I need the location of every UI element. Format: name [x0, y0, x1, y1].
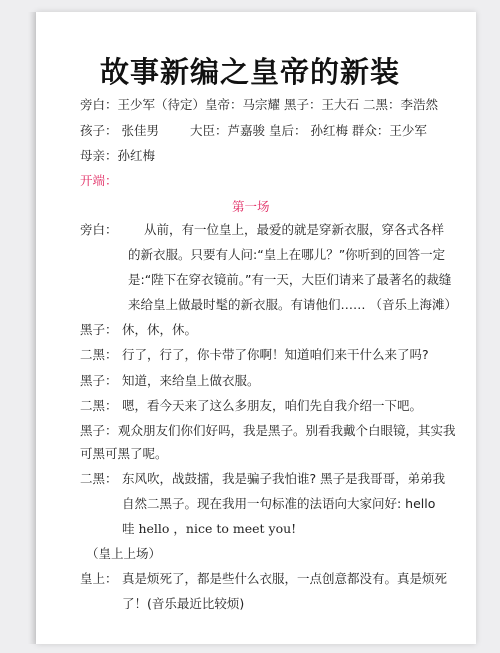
- dialogue-line: 嗯，看今天来了这么多朋友，咱们先自我介绍一下吧。: [122, 398, 423, 413]
- speaker-label: 二黑：: [80, 471, 118, 486]
- speaker-label: 黑子：: [80, 322, 118, 337]
- dialogue-line: 是:“陛下在穿衣镜前。”有一天，大臣们请来了最著名的裁缝: [128, 272, 452, 287]
- speaker-label: 二黑：: [80, 347, 118, 362]
- dialogue-line: 行了，行了，你卡带了你啊！知道咱们来干什么来了吗?: [122, 347, 429, 362]
- dialogue-line: 观众朋友们你们好吗，我是黑子。别看我戴个白眼镜，其实我: [118, 423, 456, 438]
- cast-row-1: 旁白：王少军（待定）皇帝：马宗耀 黑子：王大石 二黑：李浩然: [80, 97, 438, 112]
- speaker-label: 二黑：: [80, 398, 118, 413]
- dialogue-line: 了！(音乐最近比较烦): [122, 596, 245, 611]
- dialogue-line: 哇 hello ，nice to meet you!: [122, 521, 297, 536]
- dialogue-line: 真是烦死了，都是些什么衣服，一点创意都没有。真是烦死: [122, 571, 448, 586]
- cast-row-2b: 大臣：芦嘉骏 皇后： 孙红梅 群众：王少军: [190, 123, 427, 138]
- dialogue-line: 自然二黑子。现在我用一句标准的法语向大家问好: hello: [122, 496, 436, 511]
- dialogue-line: 可黑可黑了呢。: [80, 446, 168, 461]
- cast-row-3: 母亲：孙红梅: [80, 148, 156, 163]
- dialogue-line: 的新衣服。只要有人问:“皇上在哪儿？”你听到的回答一定: [128, 247, 446, 262]
- speaker-label: 黑子：: [80, 423, 118, 438]
- dialogue-line: 东风吹，战鼓擂，我是骗子我怕谁? 黑子是我哥哥，弟弟我: [122, 471, 446, 486]
- stage-direction: （皇上上场）: [86, 546, 162, 561]
- scene-title: 第一场: [232, 199, 270, 214]
- cast-row-2a: 孩子： 张佳男: [80, 123, 159, 138]
- speaker-label: 皇上：: [80, 571, 118, 586]
- speaker-label: 黑子：: [80, 373, 118, 388]
- speaker-label: 旁白：: [80, 222, 118, 237]
- dialogue-line: 知道，来给皇上做衣服。: [122, 373, 260, 388]
- page-edge-shadow: [28, 12, 36, 644]
- dialogue-line: 从前，有一位皇上，最爱的就是穿新衣服，穿各式各样: [144, 222, 445, 237]
- document-title: 故事新编之皇帝的新装: [99, 55, 400, 89]
- dialogue-line: 休，休，休。: [122, 322, 198, 337]
- dialogue-line: 来给皇上做最时髦的新衣服。有请他们…… （音乐上海滩）: [128, 297, 457, 312]
- opening-label: 开端：: [80, 173, 118, 188]
